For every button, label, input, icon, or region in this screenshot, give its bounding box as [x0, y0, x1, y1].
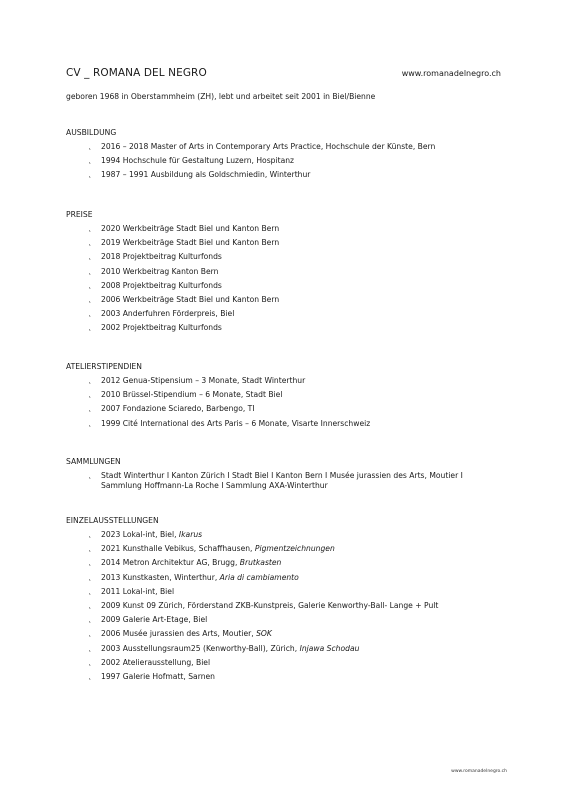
list-item — [66, 281, 506, 295]
list-item-text: 2002 Atelierausstellung, Biel — [101, 657, 211, 667]
bullet-icon: ˛ — [88, 643, 92, 652]
list-item-text: 2006 Werkbeiträge Stadt Biel und Kanton Bern — [101, 294, 280, 304]
list-item-text: 2008 Projektbeitrag Kulturfonds — [101, 280, 222, 290]
bullet-icon: ˛ — [88, 224, 92, 232]
page-title: CV _ ROMANA DEL NEGRO — [66, 67, 207, 79]
list-item-text: 2003 Ausstellungsraum25 (Kenworthy-Ball), Zürich, — [101, 643, 300, 653]
list-item-text: 2010 Werkbeitrag Kanton Bern — [101, 266, 219, 276]
list-item — [66, 530, 506, 544]
section-title-atelierstipendien: ATELIERSTIPENDIEN — [66, 362, 142, 371]
bullet-icon: ˛ — [88, 586, 92, 595]
bullet-icon: ˛ — [88, 323, 92, 332]
list-item — [66, 644, 506, 658]
website-link[interactable]: www.romanadelnegro.ch — [401, 69, 501, 78]
bullet-icon: ˛ — [88, 156, 92, 165]
list-item — [66, 390, 506, 404]
list-item-text: 2016 – 2018 Master of Arts in Contemporary Arts Practice, Hochschule der Künste, Bern — [101, 142, 436, 151]
list-item — [66, 587, 506, 601]
bullet-icon: ˛ — [88, 572, 92, 581]
list-item-text: 2003 Anderfuhren Förderpreis, Biel — [101, 309, 235, 319]
bullet-icon: ˛ — [88, 376, 92, 384]
list-item — [66, 419, 506, 433]
bullet-icon: ˛ — [88, 238, 92, 247]
list-einzelausstellungen — [66, 530, 506, 686]
list-sammlungen — [66, 471, 506, 490]
list-preise — [66, 224, 506, 338]
bullet-icon: ˛ — [88, 142, 92, 150]
bullet-icon: ˛ — [88, 558, 92, 567]
list-item — [66, 573, 506, 587]
bullet-icon: ˛ — [88, 266, 92, 275]
list-item — [66, 404, 506, 418]
list-item — [66, 267, 506, 281]
section-sammlungen — [66, 457, 506, 490]
list-item — [66, 142, 506, 156]
list-item — [66, 471, 506, 490]
list-item — [66, 658, 506, 672]
list-item-text: 1987 – 1991 Ausbildung als Goldschmiedin, Winterthur — [101, 170, 311, 180]
list-item-text: 2021 Kunsthalle Vebikus, Schaffhausen, — [101, 544, 255, 554]
list-item — [66, 323, 506, 337]
list-item — [66, 615, 506, 629]
section-title-preise: PREISE — [66, 210, 93, 219]
bullet-icon: ˛ — [88, 404, 92, 413]
bullet-icon: ˛ — [88, 629, 92, 638]
list-item-title: Aria di cambiamento — [219, 572, 299, 582]
list-item — [66, 544, 506, 558]
section-einzelausstellungen — [66, 516, 506, 686]
list-item-text: 2019 Werkbeiträge Stadt Biel und Kanton Bern — [101, 238, 280, 248]
list-item-title: Pigmentzeichnungen — [254, 544, 335, 554]
list-item — [66, 309, 506, 323]
section-title-einzelausstellungen: EINZELAUSSTELLUNGEN — [66, 516, 159, 525]
bullet-icon: ˛ — [88, 309, 92, 318]
list-item-title: Ikarus — [178, 530, 203, 539]
list-item-text: Stadt Winterthur I Kanton Zürich I Stadt Biel I Kanton Bern I Musée jurassien des Arts, Moutier I Sammlung Hoffmann-La Roche I Sammlung AXA-Winterthur — [101, 471, 463, 490]
list-item — [66, 629, 506, 643]
list-ausbildung — [66, 142, 506, 185]
list-item-title: SOK — [256, 629, 272, 639]
list-item — [66, 252, 506, 266]
bullet-icon: ˛ — [88, 280, 92, 289]
list-item-text: 2006 Musée jurassien des Arts, Moutier, — [101, 629, 257, 639]
list-item-text: 2018 Projektbeitrag Kulturfonds — [101, 252, 222, 262]
list-item-text: 2011 Lokal-int, Biel — [101, 586, 175, 596]
list-item-text: 2010 Brüssel-Stipendium – 6 Monate, Stadt Biel — [101, 390, 283, 400]
section-title-ausbildung: AUSBILDUNG — [66, 128, 117, 137]
list-item — [66, 672, 506, 686]
list-item — [66, 558, 506, 572]
bullet-icon: ˛ — [88, 600, 92, 609]
list-item-text: 1999 Cité International des Arts Paris – 6 Monate, Visarte Innerschweiz — [101, 418, 371, 428]
list-item-text: 2020 Werkbeiträge Stadt Biel und Kanton Bern — [101, 224, 280, 233]
list-item-text: 2014 Metron Architektur AG, Brugg, — [101, 558, 240, 568]
list-item — [66, 170, 506, 184]
bullet-icon: ˛ — [88, 390, 92, 399]
section-atelierstipendien — [66, 362, 506, 433]
list-item — [66, 295, 506, 309]
list-item-title: Brutkasten — [239, 558, 282, 568]
bullet-icon: ˛ — [88, 170, 92, 179]
bullet-icon: ˛ — [88, 671, 92, 680]
list-item — [66, 156, 506, 170]
list-item-text: 2009 Kunst 09 Zürich, Förderstand ZKB-Kunstpreis, Galerie Kenworthy-Ball- Lange + Pult — [101, 600, 439, 610]
list-item-text: 1997 Galerie Hofmatt, Sarnen — [101, 671, 215, 681]
list-item-text: 2002 Projektbeitrag Kulturfonds — [101, 323, 222, 333]
bullet-icon: ˛ — [88, 471, 92, 479]
intro-text: geboren 1968 in Oberstammheim (ZH), lebt und arbeitet seit 2001 in Biel/Bienne — [66, 92, 376, 101]
bullet-icon: ˛ — [88, 530, 92, 538]
section-preise — [66, 210, 506, 338]
list-item — [66, 224, 506, 238]
bullet-icon: ˛ — [88, 418, 92, 427]
section-title-sammlungen: SAMMLUNGEN — [66, 457, 121, 466]
bullet-icon: ˛ — [88, 252, 92, 261]
list-item — [66, 238, 506, 252]
bullet-icon: ˛ — [88, 615, 92, 624]
list-item-text: 1994 Hochschule für Gestaltung Luzern, Hospitanz — [101, 156, 295, 166]
list-item-text: 2009 Galerie Art-Etage, Biel — [101, 615, 208, 625]
list-item-title: Injawa Schodau — [299, 643, 360, 653]
bullet-icon: ˛ — [88, 657, 92, 666]
section-ausbildung — [66, 128, 506, 185]
list-item-text: 2007 Fondazione Sciaredo, Barbengo, TI — [101, 404, 255, 414]
list-item — [66, 376, 506, 390]
list-atelierstipendien — [66, 376, 506, 433]
list-item-text: 2013 Kunstkasten, Winterthur, — [101, 572, 220, 582]
footer-website[interactable]: www.romanadelnegro.ch — [451, 769, 507, 774]
list-item — [66, 601, 506, 615]
list-item-text: 2012 Genua-Stipensium – 3 Monate, Stadt Winterthur — [101, 376, 306, 385]
list-item-text: 2023 Lokal-int, Biel, — [101, 530, 179, 539]
bullet-icon: ˛ — [88, 544, 92, 553]
bullet-icon: ˛ — [88, 294, 92, 303]
